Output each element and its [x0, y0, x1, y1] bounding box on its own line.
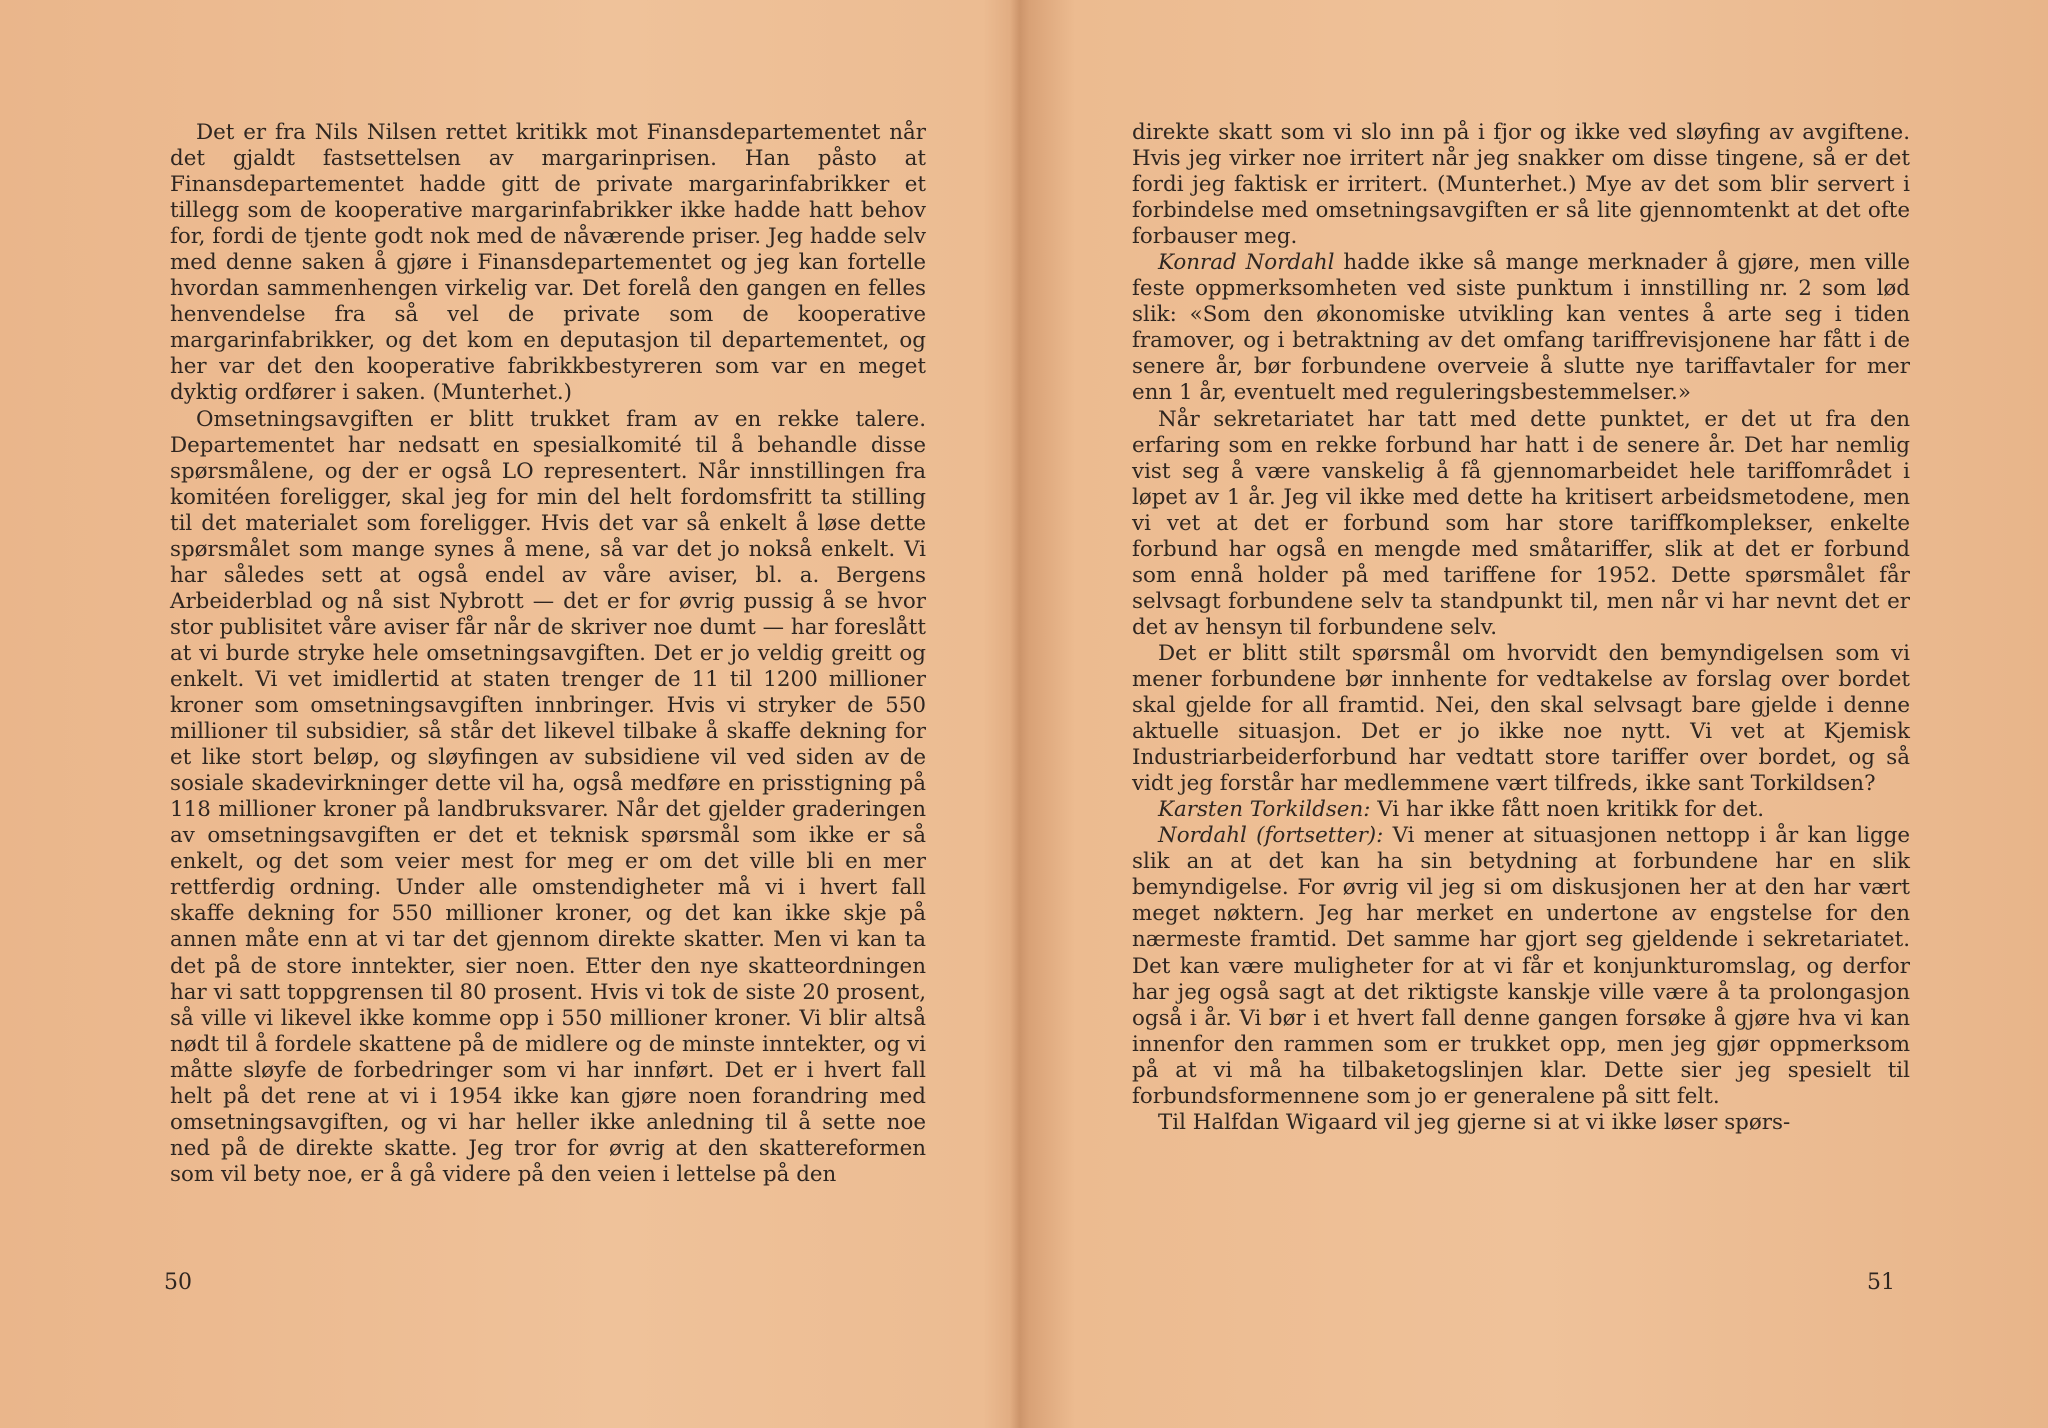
paragraph: [1132, 407, 1910, 641]
paragraph-text: Til Halfdan Wigaard vil jeg gjerne si at vi ikke løser spørs-: [1158, 1109, 1791, 1135]
paragraph-text: Det er blitt stilt spørsmål om hvorvidt den bemyndigelsen som vi mener forbundene bør innhente for vedtakelse av forslag over bordet skal gjelde for all framtid. Nei, den skal selvsagt bare gjelde i denne aktuelle situasjon. Det er jo ikke noe nytt. Vi vet at Kjemisk Industriarbeiderforbund har vedtatt store tariffer over bordet, og så vidt jeg forstår har medlemmene vært tilfreds, ikke sant Torkildsen?: [1132, 640, 1910, 797]
speaker-name: Nordahl (fortsetter):: [1158, 823, 1384, 849]
paragraph-text: Vi mener at situasjonen nettopp i år kan ligge slik an at det kan ha sin betydning at forbundene har en slik bemyndigelse. For øvrig vil jeg si om diskusjonen her at den har vært meget nøktern. Jeg har merket en undertone av engstelse for den nærmeste framtid. Det samme har gjort seg gjeldende i sekretariatet. Det kan være muligheter for at vi får et konjunkturomslag, og derfor har jeg også sagt at det riktigste kanskje ville være å ta prolongasjon også i år. Vi bør i et hvert fall denne gangen forsøke å gjøre hva vi kan innenfor den rammen som er trukket opp, men jeg gjør oppmerksom på at vi må ha tilbaketogslinjen klar. Dette sier jeg spesielt til forbundsformennene som jo er generalene på sitt felt.: [1132, 823, 1910, 1109]
paragraph: Omsetningsavgiften er blitt trukket fram av en rekke talere. Departementet har nedsatt en spesialkomité til å behandle disse spørsmålene, og der er også LO representert. Når innstillingen fra komitéen foreligger, skal jeg for min del helt fordomsfritt ta stilling til det materialet som foreligger. Hvis det var så enkelt å løse dette spørsmålet som mange synes å mene, så var det jo nokså enkelt. Vi har således sett at også endel av våre aviser, bl. a. Bergens Arbeiderblad og nå sist Nybrott — det er for øvrig pussig å se hvor stor publisitet våre aviser får når de skriver noe dumt — har foreslått at vi burde stryke hele omsetningsavgiften. Det er jo veldig greitt og enkelt. Vi vet imidlertid at staten trenger de 11 til 1200 millioner kroner som omsetningsavgiften innbringer. Hvis vi stryker de 550 millioner til subsidier, så står det likevel tilbake å skaffe dekning for et like stort beløp, og sløyfingen av subsidiene vil ved siden av de sosiale skadevirkninger dette vil ha, også medføre en prisstigning på 118 millioner kroner på landbruksvarer. Når det gjelder graderingen av omsetningsavgiften er det et teknisk spørsmål som ikke er så enkelt, og det som veier mest for meg er om det ville bli en mer rettferdig ordning. Under alle omstendigheter må vi i hvert fall skaffe dekning for 550 millioner kroner, og det kan ikke skje på annen måte enn at vi tar det gjennom direkte skatter. Men vi kan ta det på de store inntekter, sier noen. Etter den nye skatteordningen har vi satt toppgrensen til 80 prosent. Hvis vi tok de siste 20 prosent, så ville vi likevel ikke komme opp i 550 millioner kroner. Vi blir altså nødt til å fordele skattene på de midlere og de minste inntekter, og vi måtte sløyfe de forbedringer som vi har innført. Det er i hvert fall helt på det rene at vi i 1954 ikke kan gjøre noen forandring med omsetningsavgiften, og vi har heller ikke anledning til å sette noe ned på de direkte skatte. Jeg tror for øvrig at den skattereformen som vil bety noe, er å gå videre på den veien i lettelse på den: [170, 406, 926, 1187]
page-number: 50: [164, 1270, 192, 1295]
page-number: 51: [1867, 1270, 1895, 1295]
paragraph: [1132, 250, 1910, 406]
left-page-text: [170, 120, 926, 1188]
right-page-text: [1132, 120, 1910, 1136]
paragraph: [1132, 823, 1910, 1110]
paragraph: [1132, 1110, 1910, 1136]
paragraph-text: direkte skatt som vi slo inn på i fjor og ikke ved sløyfing av avgiftene. Hvis jeg virker noe irritert når jeg snakker om disse tingene, så er det fordi jeg faktisk er irritert. (Munterhet.) Mye av det som blir servert i forbindelse med omsetningsavgiften er så lite gjennomtenkt at det ofte forbauser meg.: [1132, 120, 1910, 250]
paragraph-text: Vi har ikke fått noen kritikk for det.: [1370, 797, 1765, 823]
paragraph: [1132, 641, 1910, 797]
speaker-name: Karsten Torkildsen:: [1158, 797, 1371, 823]
paragraph-text: hadde ikke så mange merknader å gjøre, men ville feste oppmerksomheten ved siste punktum i innstilling nr. 2 som lød slik: «Som den økonomiske utvikling kan ventes å arte seg i tiden framover, og i betraktning av det omfang tariffrevisjonene har fått i de senere år, bør forbundene overveie å slutte nye tariffavtaler for mer enn 1 år, eventuelt med reguleringsbestemmelser.»: [1132, 250, 1910, 406]
paragraph: [1132, 120, 1910, 250]
paragraph: [1132, 797, 1910, 823]
left-page: [0, 0, 1012, 1428]
paragraph-text: Når sekretariatet har tatt med dette punktet, er det ut fra den erfaring som en rekke forbund har hatt i de senere år. Det har nemlig vist seg å være vanskelig å få gjennomarbeidet hele tariffområdet i løpet av 1 år. Jeg vil ikke med dette ha kritisert arbeidsmetodene, men vi vet at det er forbund som har store tariffkomplekser, enkelte forbund har også en mengde med småtariffer, slik at det er forbund som ennå holder på med tariffene for 1952. Dette spørsmålet får selvsagt forbundene selv ta standpunkt til, men når vi har nevnt det er det av hensyn til forbundene selv.: [1132, 406, 1910, 640]
speaker-name: Konrad Nordahl: [1158, 250, 1335, 276]
paragraph: Det er fra Nils Nilsen rettet kritikk mot Finansdepartementet når det gjaldt fastsettelsen av margarinprisen. Han påsto at Finansdepartementet hadde gitt de private margarinfabrikker et tillegg som de kooperative margarinfabrikker ikke hadde hatt behov for, fordi de tjente godt nok med de nåværende priser. Jeg hadde selv med denne saken å gjøre i Finansdepartementet og jeg kan fortelle hvordan sammenhengen virkelig var. Det forelå den gangen en felles henvendelse fra så vel de private som de kooperative margarinfabrikker, og det kom en deputasjon til departementet, og her var det den kooperative fabrikkbestyreren som var en meget dyktig ordfører i saken. (Munterhet.): [170, 120, 926, 406]
right-page: [1022, 0, 2048, 1428]
